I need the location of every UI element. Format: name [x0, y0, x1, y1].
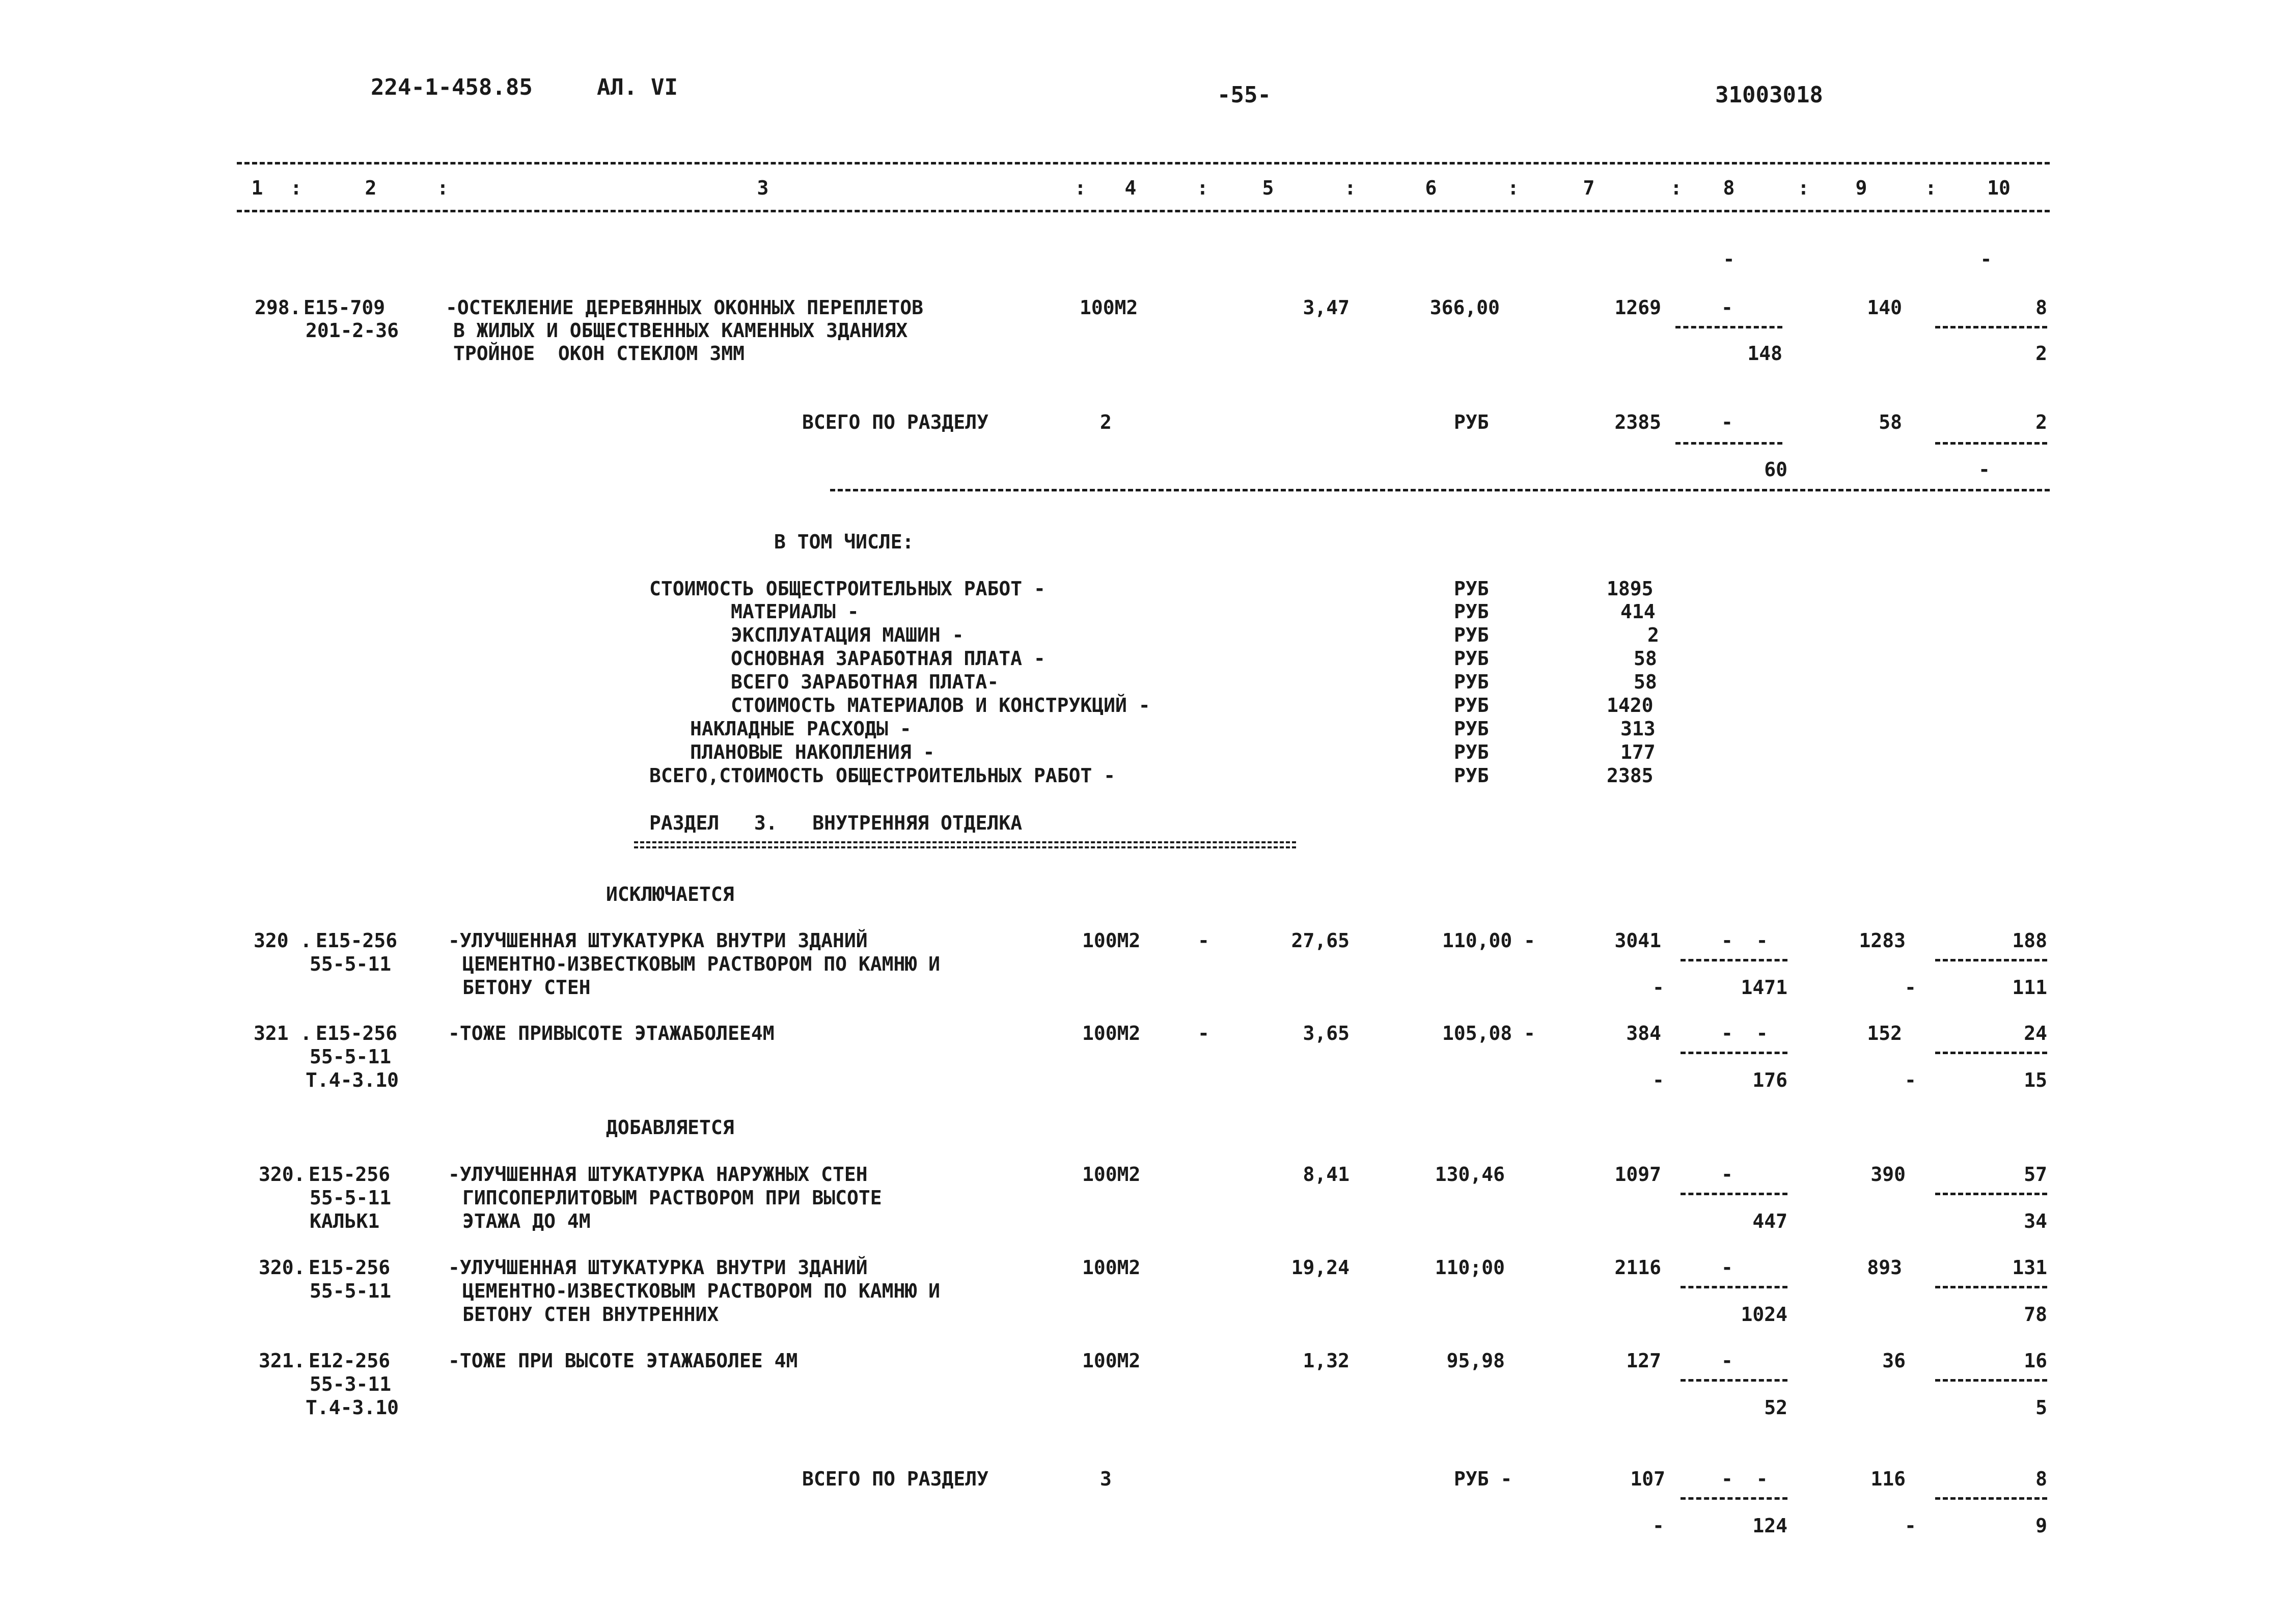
currency: РУБ — [1454, 411, 1489, 433]
col-sep: : — [1670, 177, 1682, 199]
fraction-rule — [1935, 326, 2047, 328]
breakdown-currency: РУБ — [1454, 647, 1489, 670]
breakdown-label: ВСЕГО,СТОИМОСТЬ ОБЩЕСТРОИТЕЛЬНЫХ РАБОТ - — [649, 764, 1116, 787]
row-desc-1: -ОСТЕКЛЕНИЕ ДЕРЕВЯННЫХ ОКОННЫХ ПЕРЕПЛЕТОВ — [446, 296, 923, 319]
row-qty: 3,47 — [1303, 296, 1350, 319]
col10-top: 2 — [2035, 411, 2047, 433]
row-mark: - — [1198, 929, 1209, 952]
col9-value: 116 — [1870, 1468, 1906, 1490]
col-2: 2 — [365, 177, 377, 199]
col10-bottom: 9 — [2035, 1515, 2047, 1537]
row-ref: 201-2-36 — [306, 319, 399, 342]
col9-value: 1283 — [1859, 929, 1906, 952]
col8-bottom: 447 — [1752, 1210, 1787, 1232]
fraction-rule — [1675, 442, 1782, 445]
col8-top: - - — [1721, 1022, 1768, 1044]
section-heading-underline — [634, 841, 1296, 848]
row-ref: 55-5-11 — [310, 1280, 392, 1302]
row-unit: 100М2 — [1082, 1256, 1141, 1279]
row-code: Е15-256 — [309, 1256, 391, 1279]
col-3: 3 — [757, 177, 769, 199]
col10-top: 8 — [2035, 1468, 2047, 1490]
col8-top: - - — [1721, 1468, 1768, 1490]
row-code: Е15-256 — [316, 929, 398, 952]
row-ref-2: Т.4-3.10 — [306, 1396, 399, 1419]
col8-mark: - — [1653, 976, 1664, 999]
col9-value: 36 — [1882, 1350, 1906, 1372]
col8-bottom: 1024 — [1741, 1303, 1787, 1326]
row-code: Е15-256 — [309, 1163, 391, 1186]
row-ref: 55-5-11 — [310, 1045, 392, 1068]
col8-bottom: 60 — [1764, 458, 1787, 481]
row-desc-2: ЦЕМЕНТНО-ИЗВЕСТКОВЫМ РАСТВОРОМ ПО КАМНЮ И — [462, 953, 940, 975]
col10-top: 131 — [2012, 1256, 2047, 1279]
fraction-rule — [1675, 326, 1782, 328]
breakdown-label: НАКЛАДНЫЕ РАСХОДЫ - — [690, 718, 912, 740]
col10-top: 57 — [2024, 1163, 2047, 1186]
col9-value: 58 — [1879, 411, 1902, 433]
breakdown-value: 1420 — [1607, 694, 1654, 717]
col-10: 10 — [1987, 177, 2011, 199]
col9-value: 390 — [1870, 1163, 1906, 1186]
col10-bottom: 5 — [2035, 1396, 2047, 1419]
breakdown-title: В ТОМ ЧИСЛЕ: — [774, 531, 914, 553]
total-label: ВСЕГО ПО РАЗДЕЛУ — [802, 1468, 989, 1490]
fraction-rule — [1681, 1193, 1787, 1195]
row-code: Е15-709 — [304, 296, 386, 319]
col8-top: - — [1721, 1256, 1733, 1279]
col10-top: 16 — [2024, 1350, 2047, 1372]
row-desc-3: БЕТОНУ СТЕН — [462, 976, 591, 999]
row-price: 110;00 — [1435, 1256, 1505, 1279]
row-price: 105,08 - — [1442, 1022, 1535, 1044]
fraction-rule — [1681, 1286, 1787, 1288]
row-unit: 100М2 — [1082, 1022, 1141, 1044]
col8-bottom: 1471 — [1741, 976, 1787, 999]
row-number: 321 . — [254, 1022, 312, 1044]
breakdown-label: СТОИМОСТЬ МАТЕРИАЛОВ И КОНСТРУКЦИЙ - — [731, 694, 1150, 717]
fraction-rule — [1935, 1286, 2047, 1288]
row-code: Е12-256 — [309, 1350, 391, 1372]
total-label: ВСЕГО ПО РАЗДЕЛУ — [802, 411, 989, 433]
col-7: 7 — [1583, 177, 1595, 199]
col9-mark: - — [1905, 976, 1916, 999]
col-sep: : — [1075, 177, 1086, 199]
col9-value: 152 — [1867, 1022, 1902, 1044]
row-price: 130,46 — [1435, 1163, 1505, 1186]
col8-top: - — [1721, 411, 1733, 433]
row-price: 95,98 — [1446, 1350, 1505, 1372]
fraction-rule — [1935, 959, 2047, 961]
breakdown-currency: РУБ — [1454, 741, 1489, 763]
row-unit: 100М2 — [1082, 929, 1141, 952]
breakdown-value: 1895 — [1607, 577, 1654, 600]
col-4: 4 — [1124, 177, 1137, 199]
col8-bottom: 52 — [1764, 1396, 1787, 1419]
col-sep: : — [1344, 177, 1356, 199]
col-sep: : — [290, 177, 302, 199]
added-label: ДОБАВЛЯЕТСЯ — [606, 1116, 734, 1139]
row-desc-1: -УЛУЧШЕННАЯ ШТУКАТУРКА НАРУЖНЫХ СТЕН — [448, 1163, 868, 1186]
col8-mark: - — [1653, 1515, 1664, 1537]
col10-bottom: - — [1978, 458, 1990, 481]
excluded-label: ИСКЛЮЧАЕТСЯ — [606, 883, 734, 905]
row-total: 1097 — [1614, 1163, 1661, 1186]
col8-bottom: 176 — [1752, 1069, 1787, 1091]
col10-bottom: 34 — [2024, 1210, 2047, 1232]
col10-bottom: 2 — [2035, 342, 2047, 365]
col10-top: 24 — [2024, 1022, 2047, 1044]
row-unit: 100М2 — [1080, 296, 1138, 319]
row-desc-2: В ЖИЛЫХ И ОБЩЕСТВЕННЫХ КАМЕННЫХ ЗДАНИЯХ — [453, 319, 908, 342]
breakdown-value: 177 — [1620, 741, 1656, 763]
col10-bottom: 111 — [2012, 976, 2047, 999]
breakdown-currency: РУБ — [1454, 624, 1489, 646]
breakdown-label: ОСНОВНАЯ ЗАРАБОТНАЯ ПЛАТА - — [731, 647, 1045, 670]
row-qty: 27,65 — [1291, 929, 1350, 952]
section-number: 3 — [1100, 1468, 1112, 1490]
row-total: 3041 — [1614, 929, 1661, 952]
row-number: 321. — [259, 1350, 306, 1372]
col10-top: 8 — [2035, 296, 2047, 319]
total-value: 2385 — [1614, 411, 1661, 433]
currency: РУБ - — [1454, 1468, 1512, 1490]
row-desc-3: БЕТОНУ СТЕН ВНУТРЕННИХ — [462, 1303, 719, 1326]
row-number: 320. — [259, 1256, 306, 1279]
col-5: 5 — [1262, 177, 1274, 199]
breakdown-value: 2 — [1647, 624, 1659, 646]
row-qty: 19,24 — [1291, 1256, 1350, 1279]
row-desc-3: ЭТАЖА ДО 4М — [462, 1210, 591, 1232]
col-sep: : — [1507, 177, 1519, 199]
row-desc-1: -УЛУЧШЕННАЯ ШТУКАТУРКА ВНУТРИ ЗДАНИЙ — [448, 929, 868, 952]
row-ref-2: КАЛЬК1 — [310, 1210, 380, 1232]
row-desc-1: -ТОЖЕ ПРИВЫСОТЕ ЭТАЖАБОЛЕЕ4М — [448, 1022, 775, 1044]
col8-mark: - — [1723, 248, 1735, 270]
row-number: 320. — [259, 1163, 306, 1186]
fraction-rule — [1935, 1497, 2047, 1500]
breakdown-label: ВСЕГО ЗАРАБОТНАЯ ПЛАТА- — [731, 671, 999, 693]
header-rule-top — [237, 162, 2050, 164]
col-sep: : — [1197, 177, 1208, 199]
col8-mark: - — [1653, 1069, 1664, 1091]
col-8: 8 — [1723, 177, 1735, 199]
col-1: 1 — [251, 177, 263, 199]
breakdown-label: МАТЕРИАЛЫ - — [731, 600, 859, 623]
breakdown-value: 58 — [1634, 647, 1657, 670]
col8-top: - — [1721, 1350, 1733, 1372]
col8-bottom: 148 — [1747, 342, 1782, 365]
row-price: 110,00 - — [1442, 929, 1535, 952]
col8-top: - — [1721, 1163, 1733, 1186]
row-desc-2: ГИПСОПЕРЛИТОВЫМ РАСТВОРОМ ПРИ ВЫСОТЕ — [462, 1187, 882, 1209]
breakdown-currency: РУБ — [1454, 694, 1489, 717]
breakdown-label: ЭКСПЛУАТАЦИЯ МАШИН - — [731, 624, 964, 646]
row-ref-2: Т.4-3.10 — [306, 1069, 399, 1091]
col9-mark: - — [1905, 1515, 1916, 1537]
row-desc-2: ЦЕМЕНТНО-ИЗВЕСТКОВЫМ РАСТВОРОМ ПО КАМНЮ И — [462, 1280, 940, 1302]
col8-top: - - — [1721, 929, 1768, 952]
row-qty: 3,65 — [1303, 1022, 1350, 1044]
fraction-rule — [1935, 1379, 2047, 1382]
row-unit: 100М2 — [1082, 1350, 1141, 1372]
row-desc-3: ТРОЙНОЕ ОКОН СТЕКЛОМ 3ММ — [453, 342, 745, 365]
row-code: Е15-256 — [316, 1022, 398, 1044]
section-rule — [830, 489, 2050, 491]
total-value: 107 — [1630, 1468, 1665, 1490]
breakdown-currency: РУБ — [1454, 577, 1489, 600]
col9-mark: - — [1905, 1069, 1916, 1091]
row-mark: - — [1198, 1022, 1209, 1044]
breakdown-value: 58 — [1634, 671, 1657, 693]
breakdown-label: ПЛАНОВЫЕ НАКОПЛЕНИЯ - — [690, 741, 935, 763]
col10-bottom: 78 — [2024, 1303, 2047, 1326]
col-sep: : — [1925, 177, 1937, 199]
row-total: 127 — [1626, 1350, 1661, 1372]
fraction-rule — [1681, 1497, 1787, 1500]
row-ref: 55-5-11 — [310, 953, 392, 975]
breakdown-currency: РУБ — [1454, 764, 1489, 787]
row-ref: 55-5-11 — [310, 1187, 392, 1209]
fraction-rule — [1935, 442, 2047, 445]
col-6: 6 — [1425, 177, 1437, 199]
col9-value: 140 — [1867, 296, 1902, 319]
col10-bottom: 15 — [2024, 1069, 2047, 1091]
document-number: 31003018 — [1715, 82, 1823, 108]
row-unit: 100М2 — [1082, 1163, 1141, 1186]
doc-code: 224-1-458.85 — [371, 74, 533, 100]
fraction-rule — [1935, 1193, 2047, 1195]
fraction-rule — [1681, 1379, 1787, 1382]
col10-mark: - — [1980, 248, 1992, 270]
row-ref: 55-3-11 — [310, 1373, 392, 1395]
col-sep: : — [1798, 177, 1809, 199]
section-heading: РАЗДЕЛ 3. ВНУТРЕННЯЯ ОТДЕЛКА — [649, 812, 1023, 834]
album-label: АЛ. VI — [597, 74, 678, 100]
breakdown-value: 313 — [1620, 718, 1656, 740]
col9-value: 893 — [1867, 1256, 1902, 1279]
row-number: 320 . — [254, 929, 312, 952]
col8-bottom: 124 — [1752, 1515, 1787, 1537]
row-desc-1: -УЛУЧШЕННАЯ ШТУКАТУРКА ВНУТРИ ЗДАНИЙ — [448, 1256, 868, 1279]
row-qty: 1,32 — [1303, 1350, 1350, 1372]
page-number: -55- — [1217, 82, 1271, 108]
breakdown-currency: РУБ — [1454, 600, 1489, 623]
row-number: 298. — [255, 296, 301, 319]
section-number: 2 — [1100, 411, 1112, 433]
fraction-rule — [1935, 1052, 2047, 1054]
col-9: 9 — [1855, 177, 1867, 199]
header-rule-bottom — [237, 210, 2050, 212]
row-price: 366,00 — [1429, 296, 1500, 319]
breakdown-currency: РУБ — [1454, 718, 1489, 740]
breakdown-label: СТОИМОСТЬ ОБЩЕСТРОИТЕЛЬНЫХ РАБОТ - — [649, 577, 1045, 600]
col10-top: 188 — [2012, 929, 2047, 952]
row-total: 384 — [1626, 1022, 1661, 1044]
row-desc-1: -ТОЖЕ ПРИ ВЫСОТЕ ЭТАЖАБОЛЕЕ 4М — [448, 1350, 798, 1372]
breakdown-currency: РУБ — [1454, 671, 1489, 693]
row-total: 1269 — [1614, 296, 1661, 319]
breakdown-value: 2385 — [1607, 764, 1654, 787]
col-sep: : — [437, 177, 449, 199]
row-qty: 8,41 — [1303, 1163, 1350, 1186]
fraction-rule — [1681, 1052, 1787, 1054]
col8-top: - — [1721, 296, 1733, 319]
fraction-rule — [1681, 959, 1787, 961]
row-total: 2116 — [1614, 1256, 1661, 1279]
breakdown-value: 414 — [1620, 600, 1656, 623]
